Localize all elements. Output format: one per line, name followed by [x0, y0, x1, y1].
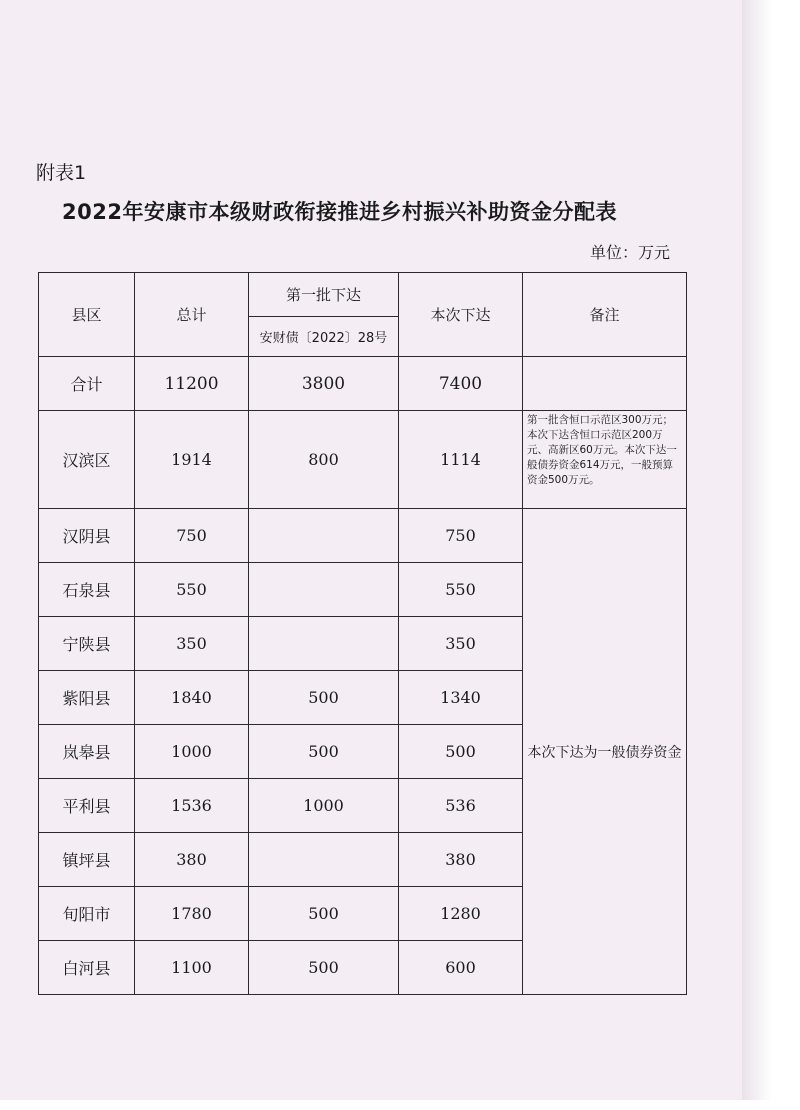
table-row: [39, 509, 687, 563]
cell-county: 旬阳市: [39, 887, 135, 941]
cell-county: 石泉县: [39, 563, 135, 617]
cell-first: [249, 509, 399, 563]
cell-first: 500: [249, 941, 399, 995]
cell-county: 合计: [39, 357, 135, 411]
attachment-label: 附表1: [36, 162, 87, 184]
cell-county: 镇坪县: [39, 833, 135, 887]
cell-county: 平利县: [39, 779, 135, 833]
cell-first: [249, 833, 399, 887]
cell-total: 350: [135, 617, 249, 671]
cell-first: 500: [249, 725, 399, 779]
header-total: 总计: [135, 273, 249, 357]
header-county: 县区: [39, 273, 135, 357]
table-row: [39, 411, 687, 509]
cell-this: 380: [399, 833, 523, 887]
cell-total: 750: [135, 509, 249, 563]
header-first-batch-doc: 安财债〔2022〕28号: [249, 317, 399, 357]
cell-this: 750: [399, 509, 523, 563]
cell-remarks-others: 本次下达为一般债券资金: [523, 509, 687, 995]
allocation-table: [38, 272, 687, 995]
cell-first: [249, 617, 399, 671]
cell-total: 1000: [135, 725, 249, 779]
cell-total: 550: [135, 563, 249, 617]
cell-county: 汉阴县: [39, 509, 135, 563]
header-this-batch: 本次下达: [399, 273, 523, 357]
cell-total: 1536: [135, 779, 249, 833]
cell-total: 1100: [135, 941, 249, 995]
cell-first: [249, 563, 399, 617]
cell-this: 350: [399, 617, 523, 671]
table-row-total: [39, 357, 687, 411]
cell-total: 11200: [135, 357, 249, 411]
cell-total: 1914: [135, 411, 249, 509]
cell-total: 380: [135, 833, 249, 887]
cell-county: 宁陕县: [39, 617, 135, 671]
cell-this: 536: [399, 779, 523, 833]
cell-this: 7400: [399, 357, 523, 411]
unit-label: 单位：万元: [590, 243, 671, 262]
header-first-batch: 第一批下达: [249, 273, 399, 317]
cell-remarks-empty: [523, 357, 687, 411]
paper-edge-shadow: [742, 0, 772, 1100]
cell-this: 1280: [399, 887, 523, 941]
cell-county: 汉滨区: [39, 411, 135, 509]
cell-this: 1340: [399, 671, 523, 725]
cell-this: 550: [399, 563, 523, 617]
cell-remarks-hanbin: 第一批含恒口示范区300万元；本次下达含恒口示范区200万元、高新区60万元。本次下达一般债券资金614万元，一般预算资金500万元。: [523, 411, 687, 509]
header-remarks: 备注: [523, 273, 687, 357]
cell-this: 1114: [399, 411, 523, 509]
cell-this: 500: [399, 725, 523, 779]
cell-this: 600: [399, 941, 523, 995]
cell-county: 岚皋县: [39, 725, 135, 779]
cell-first: 500: [249, 671, 399, 725]
cell-first: 800: [249, 411, 399, 509]
cell-county: 紫阳县: [39, 671, 135, 725]
cell-county: 白河县: [39, 941, 135, 995]
cell-first: 1000: [249, 779, 399, 833]
cell-total: 1780: [135, 887, 249, 941]
page-title: 2022年安康市本级财政衔接推进乡村振兴补助资金分配表: [62, 200, 617, 224]
cell-first: 3800: [249, 357, 399, 411]
cell-first: 500: [249, 887, 399, 941]
cell-total: 1840: [135, 671, 249, 725]
